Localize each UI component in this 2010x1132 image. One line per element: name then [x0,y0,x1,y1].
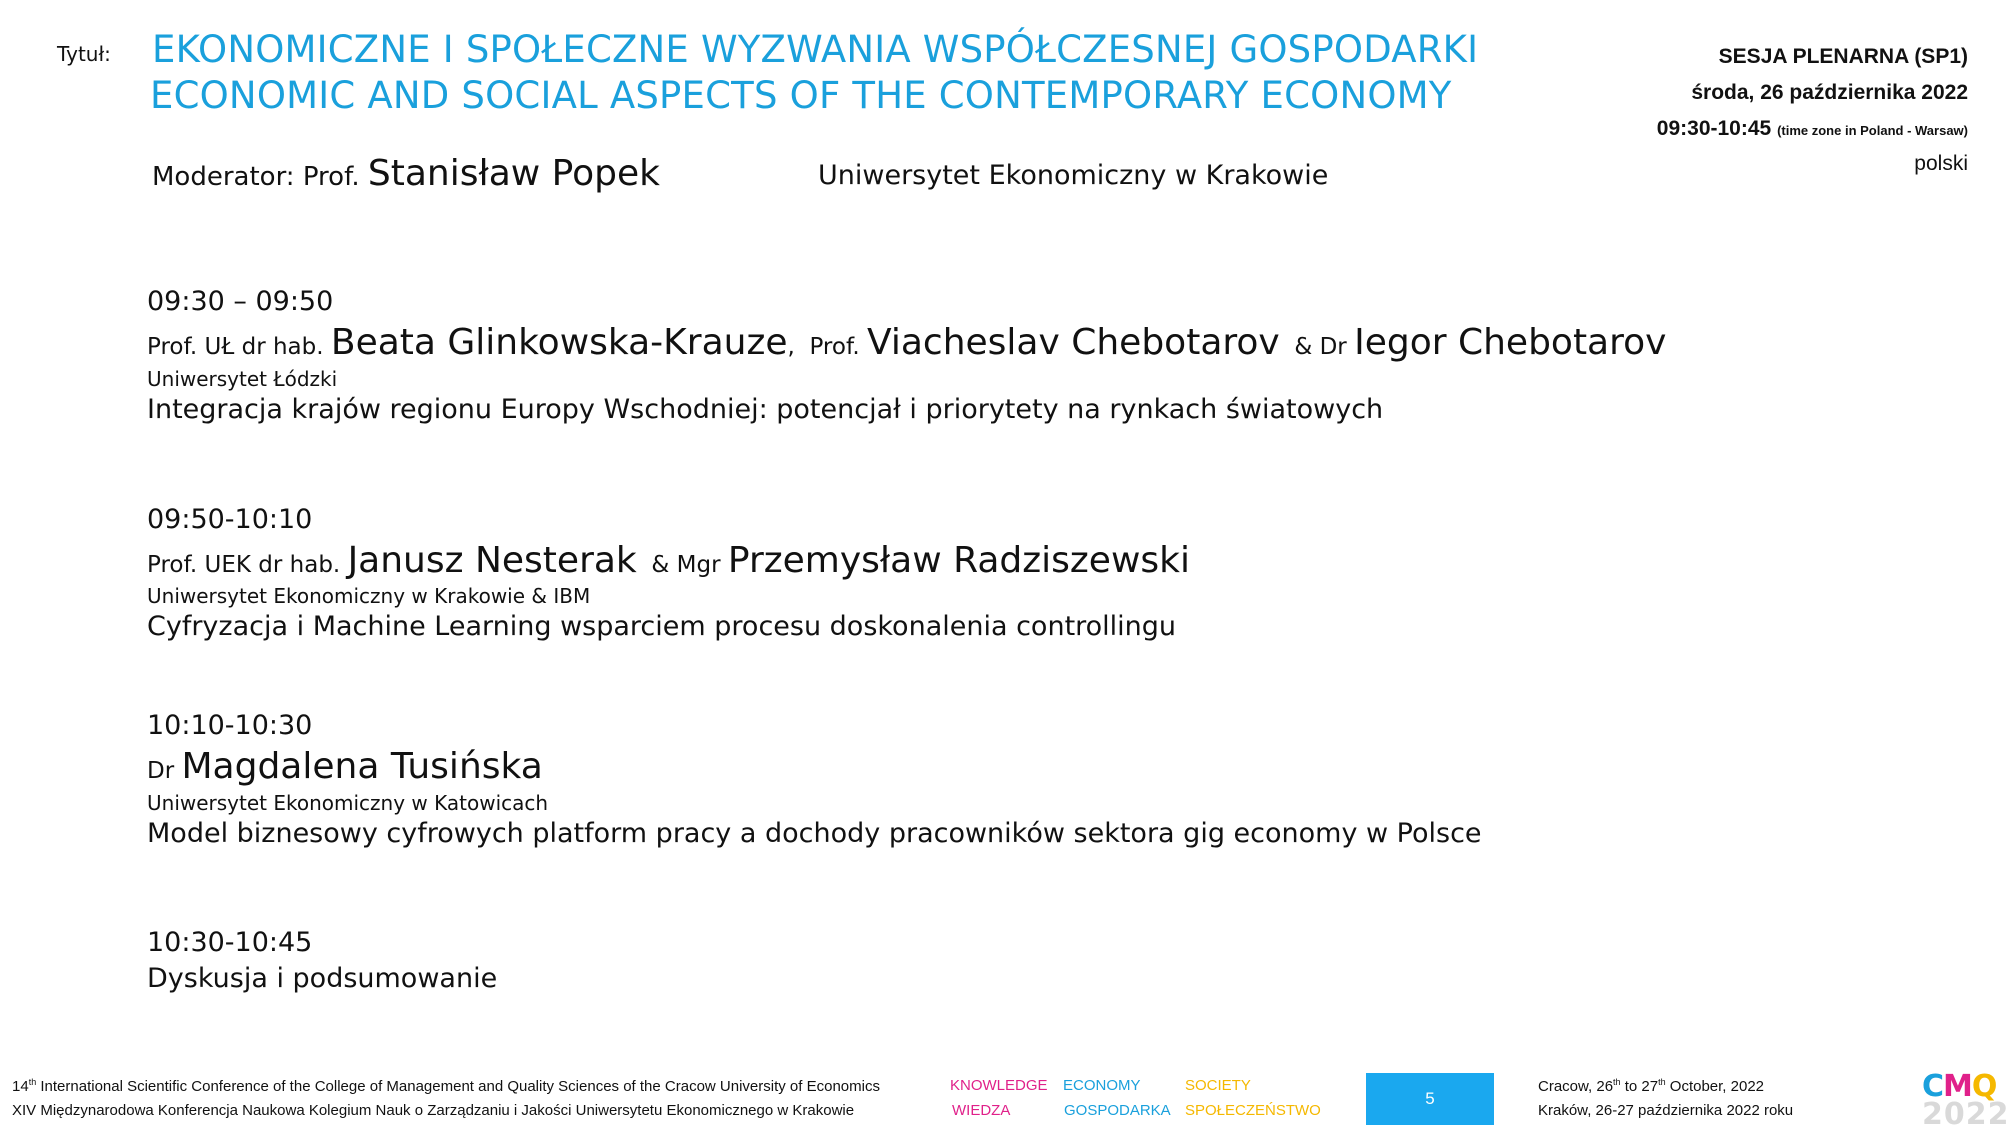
footer-dates-sup: th [1613,1077,1621,1087]
speaker-title: Prof. UEK dr hab. [147,552,341,578]
logo-c: C [1922,1069,1944,1104]
speaker-separator: & [651,552,670,578]
footer-conf-number: 14 [12,1078,29,1095]
keyword-spoleczenstwo: SPOŁECZEŃSTWO [1185,1102,1321,1119]
slot-time: 09:50-10:10 [147,504,313,535]
speaker-name: Viacheslav Chebotarov [867,322,1280,363]
session-title-en: ECONOMIC AND SOCIAL ASPECTS OF THE CONTEMPORARY ECONOMY [150,74,1452,117]
title-label: Tytuł: [57,42,111,66]
session-name: SESJA PLENARNA (SP1) [1718,45,1968,68]
footer-dates-suffix: October, 2022 [1665,1078,1765,1095]
speaker-name: Janusz Nesterak [347,540,637,581]
footer-conference-pl: XIV Międzynarodowa Konferencja Naukowa Kolegium Nauk o Zarządzaniu i Jakości Uniwersytetu Ekonomicznego w Krakowie [12,1102,855,1119]
speaker-title: Prof. UŁ dr hab. [147,334,324,360]
keyword-economy: ECONOMY [1063,1077,1141,1094]
logo-year: 2022 [1922,1097,2010,1132]
footer-dates-pl: Kraków, 26-27 października 2022 roku [1538,1102,1794,1119]
slot-speakers [147,322,1666,363]
slot-time: 10:10-10:30 [147,710,313,741]
keyword-knowledge: KNOWLEDGE [950,1077,1048,1094]
footer-conf-text: International Scientific Conference of the College of Management and Quality Sciences of the Cracow University of Economics [36,1078,880,1095]
cmq-logo [1922,1069,2010,1132]
speaker-separator: & [1294,334,1313,360]
footer-dates-prefix: Cracow, 26 [1538,1078,1614,1095]
slot-affiliation: Uniwersytet Ekonomiczny w Katowicach [147,791,549,815]
speaker-title: Dr [147,758,175,784]
logo-m: M [1943,1069,1972,1104]
footer-conf-sup: th [28,1077,37,1087]
keyword-wiedza: WIEDZA [952,1102,1011,1119]
slot-talk-title: Dyskusja i podsumowanie [147,963,498,994]
slot-talk-title: Model biznesowy cyfrowych platform pracy a dochody pracowników sektora gig economy w Polsce [147,818,1482,849]
slot-talk-title: Cyfryzacja i Machine Learning wsparciem procesu doskonalenia controllingu [147,611,1177,642]
session-timezone: (time zone in Poland - Warsaw) [1777,123,1968,138]
keyword-gospodarka: GOSPODARKA [1064,1102,1171,1119]
session-time [1657,117,1968,141]
page-number: 5 [1425,1089,1435,1108]
logo-q: Q [1971,1069,1997,1104]
footer-dates-mid: to 27 [1620,1078,1659,1095]
speaker-name: Magdalena Tusińska [181,746,543,787]
moderator-prefix: Moderator: Prof. [152,162,360,192]
slot-affiliation: Uniwersytet Łódzki [147,367,338,391]
speaker-name: Iegor Chebotarov [1354,322,1667,363]
moderator-affiliation: Uniwersytet Ekonomiczny w Krakowie [818,160,1329,191]
speaker-name: Beata Glinkowska-Krauze [330,322,788,363]
slot-talk-title: Integracja krajów regionu Europy Wschodniej: potencjał i priorytety na rynkach światowych [147,394,1384,425]
speaker-name: Przemysław Radziszewski [727,540,1190,581]
moderator [152,153,660,194]
moderator-name: Stanisław Popek [367,153,660,194]
session-time-range: 09:30-10:45 [1656,117,1772,140]
footer-dates-sup: th [1658,1077,1666,1087]
slot-time: 10:30-10:45 [147,927,313,958]
footer-conference-en [12,1077,880,1095]
speaker-title: Dr [1319,334,1347,360]
session-date: środa, 26 października 2022 [1691,81,1968,104]
speaker-title: Mgr [676,552,721,578]
speaker-title: Prof. [809,334,860,360]
slot-time: 09:30 – 09:50 [147,286,334,317]
keyword-society: SOCIETY [1185,1077,1251,1094]
slot-speakers [147,540,1190,581]
slot-affiliation: Uniwersytet Ekonomiczny w Krakowie & IBM [147,584,591,608]
session-title-pl: EKONOMICZNE I SPOŁECZNE WYZWANIA WSPÓŁCZESNEJ GOSPODARKI [152,28,1479,71]
footer-dates-en [1538,1077,1764,1095]
speaker-separator: , [787,334,795,360]
session-language: polski [1914,152,1968,175]
slot-speakers [147,746,543,787]
page-number-box [1366,1073,1494,1125]
